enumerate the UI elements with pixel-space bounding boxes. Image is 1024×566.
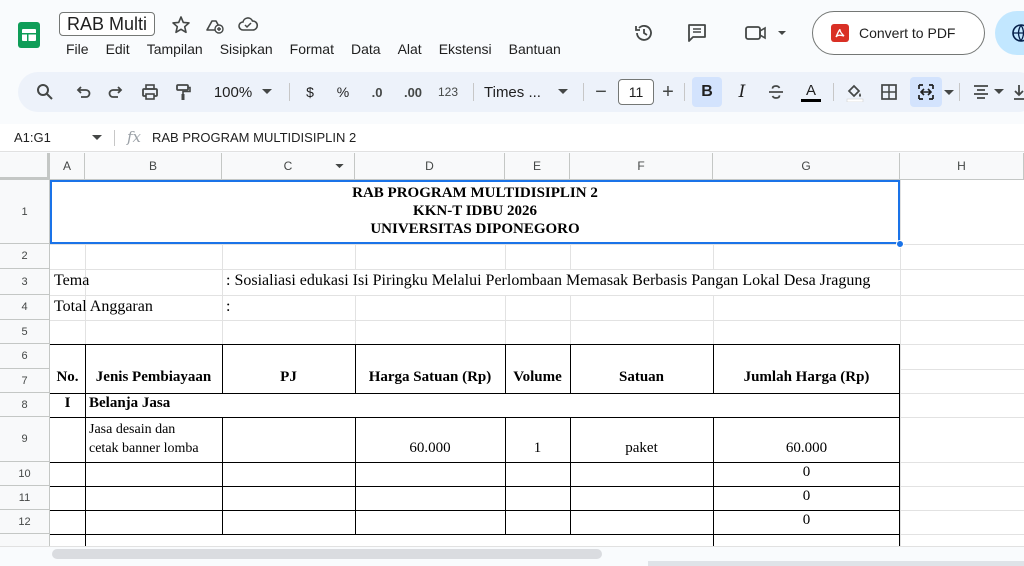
increase-font-size-button[interactable]: +	[662, 80, 674, 103]
table-border	[50, 462, 900, 463]
gridline	[900, 462, 1024, 463]
row-header-2[interactable]: 2	[0, 244, 50, 269]
menu-tampilan[interactable]: Tampilan	[146, 41, 203, 57]
font-family-value: Times ...	[484, 83, 541, 101]
section-number[interactable]: I	[64, 395, 71, 411]
text-color-swatch	[801, 99, 821, 102]
section-name[interactable]: Belanja Jasa	[89, 395, 171, 411]
version-history-icon[interactable]	[633, 22, 655, 44]
meet-icon[interactable]	[744, 22, 788, 44]
table-border	[50, 510, 900, 511]
toolbar-separator	[833, 83, 834, 101]
gridline	[505, 244, 506, 269]
row-header-1[interactable]: 1	[0, 180, 50, 244]
row-header-10[interactable]: 10	[0, 462, 50, 486]
print-icon[interactable]	[137, 80, 163, 104]
share-button[interactable]	[995, 11, 1024, 55]
move-to-drive-icon[interactable]	[203, 14, 225, 36]
title-line-1: RAB PROGRAM MULTIDISIPLIN 2	[352, 185, 598, 201]
gridline	[570, 244, 571, 269]
row-header-13[interactable]	[0, 534, 50, 546]
gridline	[900, 393, 1024, 394]
menu-file[interactable]: File	[66, 41, 89, 57]
convert-to-pdf-button[interactable]	[812, 11, 985, 55]
decrease-decimal-button[interactable]	[364, 80, 390, 104]
merge-cells-icon[interactable]	[910, 77, 942, 107]
decrease-decimal-label: .0	[371, 84, 383, 100]
pdf-icon	[831, 24, 849, 42]
sheet-tabs-strip	[648, 561, 1024, 566]
row-11-jumlah[interactable]: 0	[802, 488, 811, 504]
horizontal-align-icon[interactable]	[968, 80, 1008, 104]
globe-icon	[1011, 23, 1024, 43]
font-family-select[interactable]	[482, 80, 572, 104]
italic-button[interactable]: I	[738, 82, 746, 102]
gridline	[900, 180, 901, 546]
formula-bar	[0, 124, 1024, 152]
menu-alat[interactable]: Alat	[397, 41, 422, 57]
fx-icon: fx	[127, 128, 142, 146]
item-satuan[interactable]: paket	[625, 440, 658, 456]
column-header-d[interactable]: D	[355, 153, 505, 180]
item-jenis-line-2: cetak banner lomba	[89, 441, 199, 456]
strikethrough-icon[interactable]	[764, 80, 788, 104]
increase-decimal-label: .00	[403, 84, 423, 100]
star-icon[interactable]	[170, 14, 192, 36]
column-header-e[interactable]: E	[505, 153, 570, 180]
gridline	[355, 244, 356, 269]
header-no[interactable]: No.	[56, 369, 79, 385]
selection-range	[50, 180, 900, 244]
menu-bantuan[interactable]: Bantuan	[508, 41, 561, 57]
toolbar-separator	[684, 83, 685, 101]
font-size-input[interactable]: 11	[618, 79, 654, 105]
row-header-8[interactable]: 8	[0, 393, 50, 417]
row-header-5[interactable]: 5	[0, 320, 50, 344]
bold-button[interactable]: B	[692, 77, 722, 107]
gridline	[900, 417, 1024, 418]
horizontal-scrollbar[interactable]	[52, 549, 602, 559]
gridline	[50, 269, 1024, 270]
menu-bar	[66, 40, 578, 60]
header-jumlah-harga[interactable]: Jumlah Harga (Rp)	[743, 369, 870, 385]
toolbar-separator	[583, 83, 584, 101]
column-header-f[interactable]: F	[570, 153, 713, 180]
table-border	[50, 393, 900, 394]
column-header-c[interactable]	[222, 153, 355, 180]
item-jenis-line-1: Jasa desain dan	[89, 422, 176, 437]
scroll-area	[0, 546, 1024, 566]
percent-format-button[interactable]: %	[336, 84, 350, 100]
fill-color-icon[interactable]	[842, 80, 868, 104]
item-jumlah-harga[interactable]: 60.000	[785, 440, 828, 456]
zoom-value: 100%	[213, 83, 253, 101]
toolbar-separator	[959, 83, 960, 101]
header-harga-satuan[interactable]: Harga Satuan (Rp)	[368, 369, 492, 385]
header-jenis-pembiayaan[interactable]: Jenis Pembiayaan	[95, 369, 212, 385]
total-anggaran-value[interactable]: :	[226, 298, 231, 315]
row-header-9[interactable]: 9	[0, 417, 50, 462]
toolbar	[18, 72, 1024, 112]
table-border	[50, 486, 900, 487]
table-border	[222, 417, 223, 534]
row-header-3[interactable]: 3	[0, 269, 50, 295]
increase-decimal-button[interactable]	[398, 80, 428, 104]
item-volume[interactable]: 1	[533, 440, 542, 456]
chevron-down-icon	[558, 89, 568, 95]
column-header-g[interactable]: G	[713, 153, 900, 180]
undo-icon[interactable]	[70, 80, 96, 104]
table-border	[50, 344, 900, 345]
row-header-11[interactable]: 11	[0, 486, 50, 510]
row-header-4[interactable]: 4	[0, 295, 50, 320]
sheets-logo-icon[interactable]	[18, 22, 40, 48]
formula-separator	[114, 130, 115, 146]
menu-edit[interactable]: Edit	[105, 41, 130, 57]
title-line-3: UNIVERSITAS DIPONEGORO	[370, 221, 580, 237]
formula-input[interactable]: RAB PROGRAM MULTIDISIPLIN 2	[152, 130, 357, 145]
zoom-select[interactable]	[208, 80, 278, 104]
vertical-align-icon[interactable]	[1012, 80, 1024, 104]
cloud-status-icon[interactable]	[237, 14, 259, 36]
menu-format[interactable]: Format	[289, 41, 334, 57]
comment-icon[interactable]	[686, 22, 708, 44]
gridline	[713, 244, 714, 269]
toolbar-separator	[473, 83, 474, 101]
item-harga-satuan[interactable]: 60.000	[409, 440, 451, 456]
gridline	[50, 295, 1024, 296]
column-header-a[interactable]: A	[50, 153, 85, 180]
gridline	[355, 295, 356, 344]
text-color-button[interactable]	[798, 80, 824, 104]
tema-label[interactable]: Tema	[54, 272, 90, 289]
name-box[interactable]: A1:G1	[14, 130, 51, 145]
item-jenis-pembiayaan[interactable]	[89, 420, 199, 458]
number-format-button[interactable]: 123	[437, 85, 459, 99]
table-border	[505, 417, 506, 534]
decrease-font-size-button[interactable]: −	[595, 80, 607, 103]
table-border	[355, 417, 356, 534]
column-header-h[interactable]: H	[900, 153, 1024, 180]
total-anggaran-label[interactable]: Total Anggaran	[54, 298, 153, 315]
chevron-down-icon[interactable]	[92, 135, 102, 141]
paint-format-icon[interactable]	[170, 80, 196, 104]
gridline	[900, 534, 1024, 535]
gridline	[900, 486, 1024, 487]
spreadsheet-grid[interactable]	[0, 153, 1024, 546]
gridline	[505, 295, 506, 344]
text-color-letter: A	[805, 81, 816, 99]
fill-handle[interactable]	[896, 240, 904, 248]
menu-sisipkan[interactable]: Sisipkan	[219, 41, 273, 57]
row-header-7[interactable]: 7	[0, 369, 50, 393]
chevron-down-icon	[262, 89, 272, 95]
chevron-down-icon[interactable]	[335, 164, 344, 169]
row-10-jumlah[interactable]: 0	[802, 464, 811, 480]
header-pj[interactable]: PJ	[280, 369, 297, 385]
row-header-6[interactable]: 6	[0, 344, 50, 369]
chevron-down-icon[interactable]	[944, 80, 954, 104]
row-header-12[interactable]: 12	[0, 510, 50, 534]
row-12-jumlah[interactable]: 0	[802, 512, 811, 528]
redo-icon[interactable]	[103, 80, 129, 104]
table-border	[50, 534, 900, 535]
gridline	[900, 510, 1024, 511]
gridline	[570, 295, 571, 344]
gridline	[222, 244, 223, 344]
select-all-corner[interactable]	[0, 153, 50, 180]
table-border	[50, 417, 900, 418]
search-menus-icon[interactable]	[32, 80, 58, 104]
menu-ekstensi[interactable]: Ekstensi	[438, 41, 492, 57]
header-satuan[interactable]: Satuan	[618, 369, 665, 385]
column-header-c-label: C	[283, 159, 293, 173]
convert-to-pdf-label: Convert to PDF	[859, 25, 956, 41]
table-border	[570, 417, 571, 534]
document-title[interactable]: RAB Multi	[59, 12, 155, 36]
gridline	[85, 244, 86, 344]
column-header-b[interactable]: B	[85, 153, 222, 180]
borders-icon[interactable]	[876, 80, 902, 104]
gridline	[50, 244, 1024, 245]
app-header	[0, 0, 1024, 66]
gridline	[900, 369, 1024, 370]
gridline	[50, 320, 1024, 321]
header-volume[interactable]: Volume	[513, 369, 562, 385]
currency-format-button[interactable]: $	[306, 84, 314, 100]
tema-value[interactable]: : Sosialiasi edukasi Isi Piringku Melalui Perlombaan Memasak Berbasis Pangan Lokal Desa Jragung	[226, 272, 871, 289]
gridline	[713, 295, 714, 344]
chevron-down-icon	[994, 89, 1004, 95]
menu-data[interactable]: Data	[350, 41, 381, 57]
title-line-2: KKN-T IDBU 2026	[413, 203, 537, 219]
toolbar-separator	[289, 83, 290, 101]
